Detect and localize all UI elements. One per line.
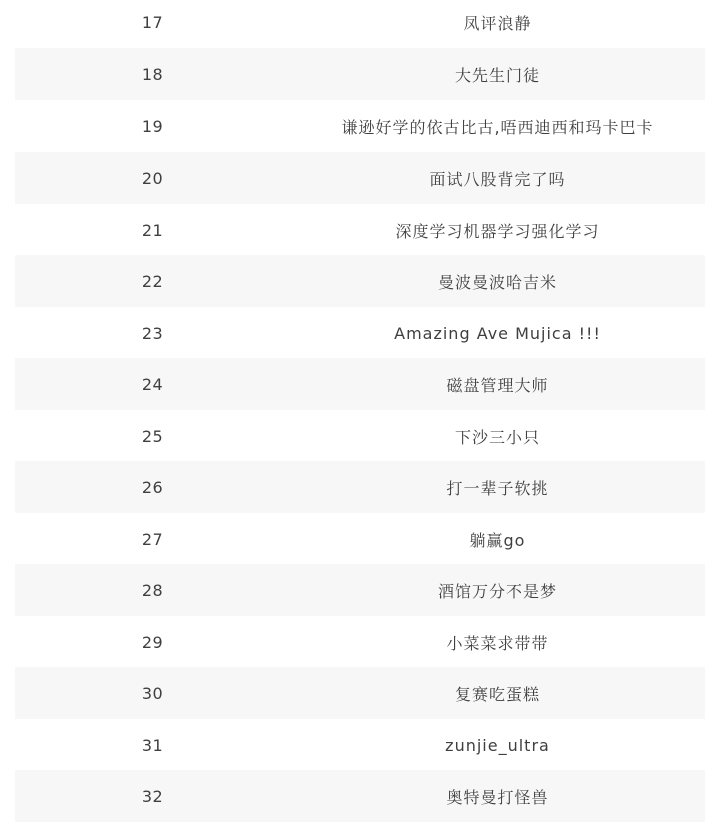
table-row xyxy=(15,719,705,771)
table-row xyxy=(15,461,705,513)
row-number: 22 xyxy=(141,271,164,291)
table-row xyxy=(15,100,705,152)
team-name: 曼波曼波哈吉米 xyxy=(437,272,557,292)
table-row xyxy=(15,616,705,668)
team-name: 大先生门徒 xyxy=(454,65,540,85)
row-number: 32 xyxy=(141,786,164,806)
team-name: 磁盘管理大师 xyxy=(446,375,549,395)
row-number: 25 xyxy=(141,426,164,446)
ranking-table xyxy=(15,0,705,822)
row-number: 17 xyxy=(141,12,164,32)
row-number: 26 xyxy=(141,477,164,497)
row-number: 30 xyxy=(141,683,164,703)
row-number: 21 xyxy=(141,220,164,240)
team-name: 奥特曼打怪兽 xyxy=(446,787,549,807)
team-name: 凤评浪静 xyxy=(463,13,532,33)
row-number: 19 xyxy=(141,116,164,136)
team-name: 躺赢go xyxy=(469,530,526,550)
table-row xyxy=(15,770,705,822)
table-row xyxy=(15,307,705,359)
row-number: 31 xyxy=(141,735,164,755)
team-name: 面试八股背完了吗 xyxy=(429,169,566,189)
row-number: 24 xyxy=(141,374,164,394)
table-row xyxy=(15,358,705,410)
row-number: 18 xyxy=(141,64,164,84)
team-name: 谦逊好学的依古比古,唔西迪西和玛卡巴卡 xyxy=(341,117,654,137)
table-row xyxy=(15,0,705,48)
team-name: 小菜菜求带带 xyxy=(446,633,549,653)
team-name: zunjie_ultra xyxy=(445,735,550,755)
table-row xyxy=(15,667,705,719)
team-name: Amazing Ave Mujica !!! xyxy=(394,323,601,343)
table-row xyxy=(15,48,705,100)
row-number: 27 xyxy=(141,529,164,549)
table-row xyxy=(15,204,705,256)
team-name: 打一辈子软挑 xyxy=(446,478,549,498)
row-number: 23 xyxy=(141,323,164,343)
row-number: 29 xyxy=(141,632,164,652)
team-name: 深度学习机器学习强化学习 xyxy=(395,221,600,241)
row-number: 20 xyxy=(141,168,164,188)
table-row xyxy=(15,410,705,462)
team-name: 酒馆万分不是梦 xyxy=(437,581,557,601)
table-row xyxy=(15,152,705,204)
table-row xyxy=(15,255,705,307)
row-number: 28 xyxy=(141,580,164,600)
table-row xyxy=(15,513,705,565)
team-name: 复赛吃蛋糕 xyxy=(454,684,540,704)
team-name: 下沙三小只 xyxy=(454,427,540,447)
table-row xyxy=(15,564,705,616)
